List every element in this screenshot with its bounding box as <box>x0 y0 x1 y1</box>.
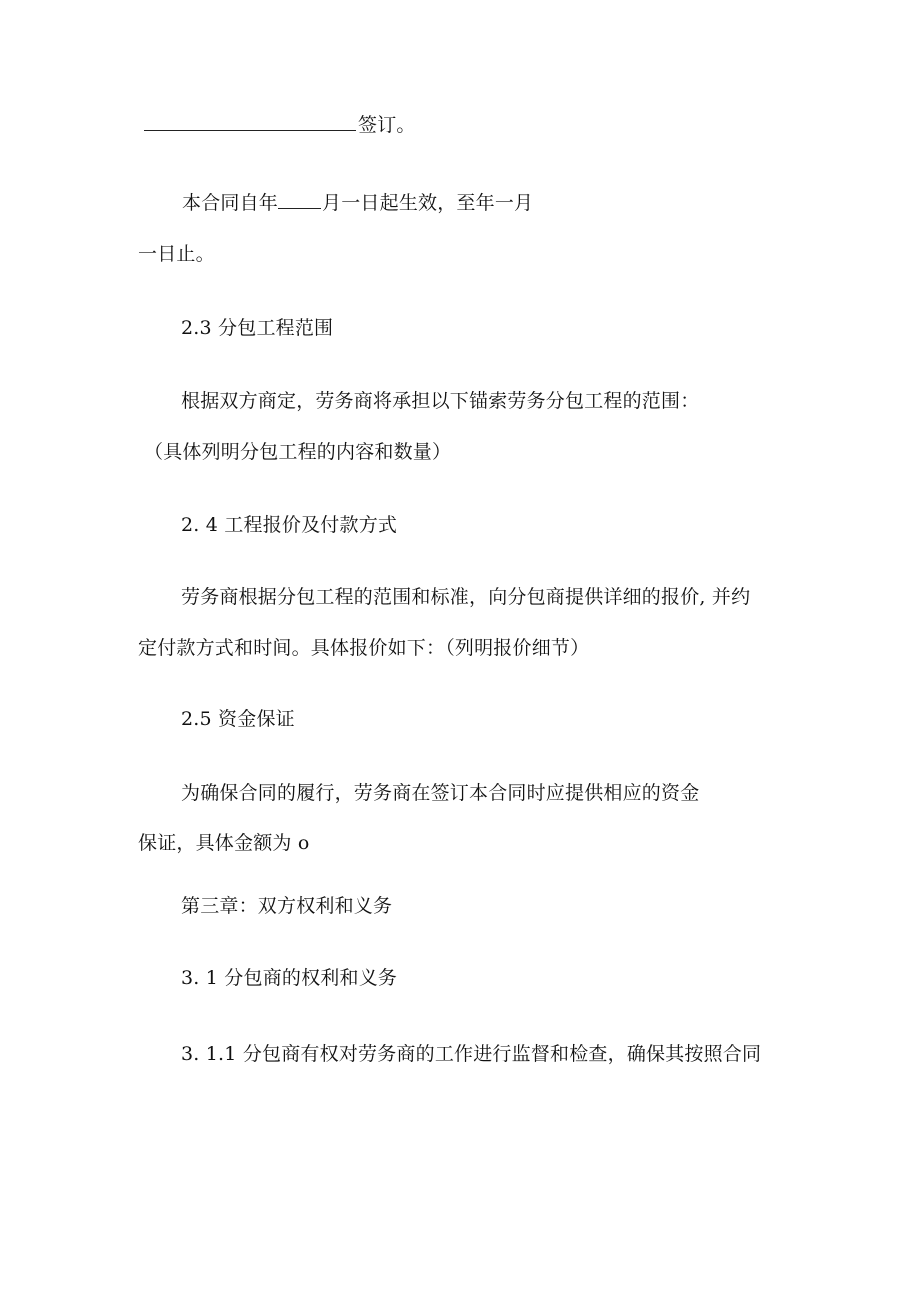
signing-line <box>144 112 416 138</box>
section-2-4-body-line-2: 定付款方式和时间。具体报价如下：（列明报价细节） <box>138 637 590 659</box>
section-2-5-body-line-2: 保证，具体金额为 o <box>138 832 310 854</box>
section-3-1-1-text: 3. 1.1 分包商有权对劳务商的工作进行监督和检查，确保其按照合同 <box>181 1043 762 1065</box>
section-2-5-heading: 2.5 资金保证 <box>181 708 295 730</box>
effective-prefix: 本合同自年 <box>182 192 279 214</box>
month-blank <box>278 190 321 209</box>
section-2-3-body-line-1: 根据双方商定，劳务商将承担以下锚索劳务分包工程的范围： <box>181 390 700 412</box>
section-2-5-body-line-1: 为确保合同的履行，劳务商在签订本合同时应提供相应的资金 <box>181 782 700 804</box>
section-3-1-heading: 3. 1 分包商的权利和义务 <box>181 967 398 989</box>
section-2-4-body-line-1: 劳务商根据分包工程的范围和标准，向分包商提供详细的报价, 并约 <box>181 586 751 608</box>
effective-suffix: 月一日起生效，至年一月 <box>322 192 534 214</box>
effective-date-line-2: 一日止。 <box>138 243 215 265</box>
section-2-3-body-line-2: （具体列明分包工程的内容和数量） <box>144 441 452 463</box>
effective-date-line-1 <box>182 190 533 216</box>
chapter-3-heading: 第三章：双方权利和义务 <box>181 895 393 917</box>
section-2-4-heading: 2. 4 工程报价及付款方式 <box>181 514 398 536</box>
section-2-3-heading: 2.3 分包工程范围 <box>181 317 334 339</box>
signing-suffix: 签订。 <box>358 114 416 136</box>
signature-blank <box>144 112 356 131</box>
